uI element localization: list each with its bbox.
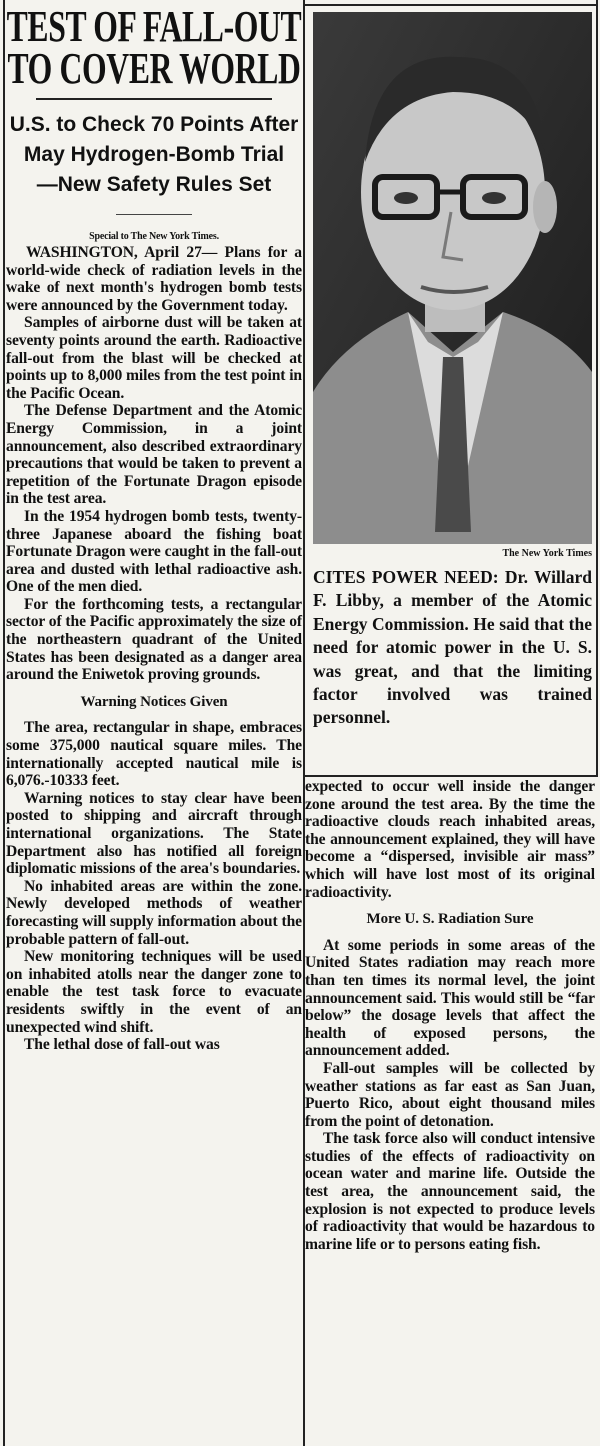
paragraph: Samples of airborne dust will be taken at seventy points around the earth. Radioactive fall-out from the blast will be checked at points up to 8,000 miles from the test point in the Pacific Ocean. bbox=[6, 314, 302, 402]
paragraph: For the forthcoming tests, a rectangular sector of the Pacific approximately the size of the northeastern quadrant of the United States has been designated as a danger area around the Eniwetok proving grounds. bbox=[6, 595, 302, 684]
headline-line-1: TEST OF FALL-OUT bbox=[6, 2, 302, 51]
special-credit: Special to The New York Times. bbox=[89, 231, 219, 242]
deck-line-3: —New Safety Rules Set bbox=[36, 173, 272, 196]
portrait-image bbox=[313, 12, 592, 544]
dateline: WASHINGTON, April 27— bbox=[26, 244, 218, 261]
article-body-left bbox=[6, 244, 302, 1054]
article-body-right bbox=[305, 778, 595, 1253]
paragraph-text: Plans for a world-wide check of radiation levels in the wake of next month's hydrogen bomb tests were announced by the Government today. bbox=[6, 244, 302, 314]
subhead-warning-notices: Warning Notices Given bbox=[80, 693, 228, 710]
subheadline-deck bbox=[6, 110, 302, 200]
paragraph: In the 1954 hydrogen bomb tests, twenty-three Japanese aboard the fishing boat Fortunate Dragon were caught in the fall-out area and dusted with lethal radioactive ash. One of the men died. bbox=[6, 507, 302, 596]
deck-line-2: May Hydrogen-Bomb Trial bbox=[23, 143, 285, 166]
right-column bbox=[305, 778, 595, 1253]
photo-caption: CITES POWER NEED: Dr. Willard F. Libby, a member of the Atomic Energy Commission. He said that the need for atomic power in the U. S. was great, and that the limiting factor involved was trained personnel. bbox=[313, 567, 592, 728]
headline-line-2: TO COVER WORLD bbox=[7, 44, 301, 93]
top-rule bbox=[303, 4, 598, 6]
photo-box-bottom-rule bbox=[303, 775, 598, 777]
paragraph: The Defense Department and the Atomic Energy Commission, in a joint announcement, also described extraordinary precautions that would be taken to prevent a repetition of the Fortunate Dragon episode in the test area. bbox=[6, 402, 302, 508]
paragraph: The lethal dose of fall-out was bbox=[24, 1036, 220, 1054]
headline bbox=[4, 2, 304, 93]
paragraph: New monitoring techniques will be used on inhabited atolls near the danger zone to enable the test task force to evacuate residents swiftly in the event of an unexpected wind shift. bbox=[6, 948, 302, 1036]
paragraph: The task force also will conduct intensive studies of the effects of radioactivity on ocean water and marine life. Outside the test area, the announcement said, the explosion is not expected to produce levels of radioactivity that would be hazardous to marine life or to persons eating fish. bbox=[305, 1130, 595, 1253]
right-border-rule bbox=[596, 0, 598, 775]
deck-rule bbox=[116, 214, 192, 215]
paragraph-continued: expected to occur well inside the danger zone around the test area. By the time the radioactive clouds reach inhabited areas, the announcement explained, they will have become a “dispersed, invisible air mass” which will have lost most of its original radioactivity. bbox=[305, 778, 595, 901]
deck-line-1: U.S. to Check 70 Points After bbox=[9, 113, 299, 136]
headline-rule bbox=[36, 98, 272, 100]
photo-credit: The New York Times bbox=[502, 548, 592, 559]
paragraph: Warning notices to stay clear have been posted to shipping and aircraft through international organizations. The State Department also has notified all foreign diplomatic missions of the area's boundaries. bbox=[6, 789, 302, 878]
left-column bbox=[6, 0, 302, 1054]
portrait-photo bbox=[313, 12, 592, 544]
paragraph: Fall-out samples will be collected by weather stations as far east as San Juan, Puerto Rico, about eight thousand miles from the point of detonation. bbox=[305, 1059, 595, 1130]
left-border-rule bbox=[3, 0, 5, 1446]
subhead-more-radiation: More U. S. Radiation Sure bbox=[366, 911, 534, 928]
paragraph: At some periods in some areas of the United States radiation may reach more than ten times its normal level, the joint announcement said. This would still be “far below” the dosage levels that affect the health of exposed persons, the announcement added. bbox=[305, 936, 595, 1060]
paragraph: The area, rectangular in shape, embraces some 375,000 nautical square miles. The internationally accepted nautical mile is 6,076.-10333 feet. bbox=[6, 719, 302, 790]
paragraph-lead bbox=[6, 244, 302, 314]
paragraph: No inhabited areas are within the zone. Newly developed methods of weather forecasting will supply information about the probable pattern of fall-out. bbox=[6, 877, 302, 948]
